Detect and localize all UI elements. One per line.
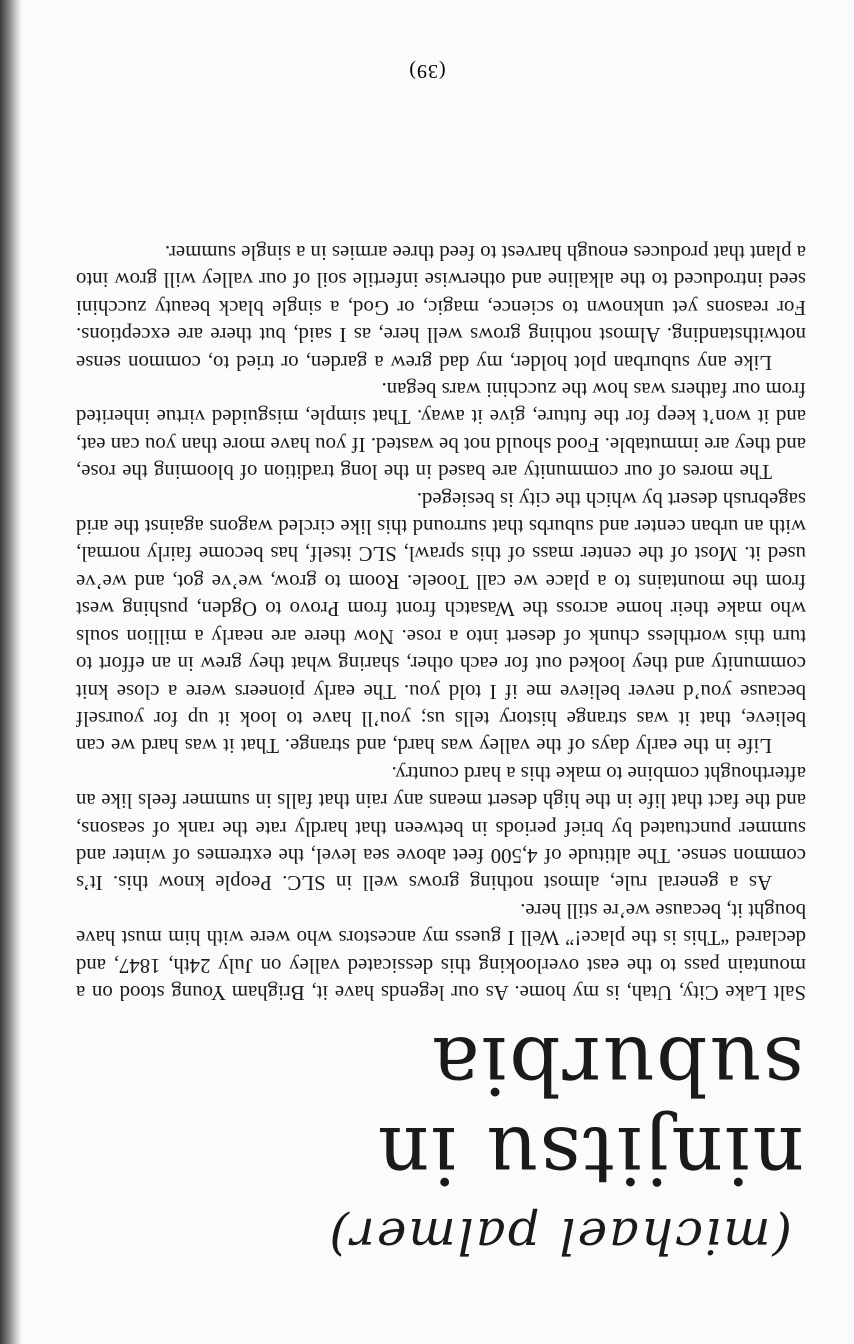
author-byline: (michael palmer) [327,1207,792,1265]
chapter-title: ninjitsu in suburbia [375,1019,804,1202]
body-text [76,239,806,1006]
paragraph-5: Like any suburban plot holder, my dad grew a garden, or tried to, common sense notwithstanding. Almost nothing grows well here, as I said, but there are exceptions. For reasons yet unknown to science, magic, or God, a single black beauty zucchini seed introduced to the alkaline and otherwise infertile soil of our valley will grow into a plant that produces enough harvest to feed three armies in a single summer. [76,241,806,374]
paragraph-4: The mores of our community are based in the long tradition of blooming the rose, and they are immutable. Food should not be wasted. If you have more than you can eat, and it won’t keep for the future, give it away. That simple, misguided virtue inherited from our fathers was how the zucchini wars began. [76,378,806,484]
binding-edge [0,0,22,1344]
page-number: (39) [408,60,446,82]
page-content [76,239,806,1266]
paragraph-1: Salt Lake City, Utah, is my home. As our legends have it, Brigham Young stood on a mountain pass to the east overlooking this dessicated valley on July 24th, 1847, and declared “This is the place!” Well I guess my ancestors who were with him must have bought it, because we’re still here. [76,898,806,1004]
paragraph-2: As a general rule, almost nothing grows well in SLC. People know this. It’s common sense. The altitude of 4,500 feet above sea level, the extremes of winter and summer punctuated by brief periods in between that hardly rate the rank of seasons, and the fact that life in the high desert means any rain that falls in summer feels like an afterthought combine to make this a hard country. [76,761,806,895]
paragraph-3: Life in the early days of the valley was hard, and strange. That it was hard we can believe, that it was strange history tells us; you’ll have to look it up for yourself because you’d never believe me if I told you. The early pioneers were a close knit community and they looked out for each other, sharing what they grew in an effort to turn this worthless chunk of desert into a rose. Now there are nearly a million souls who make their home across the Wasatch front from Provo to Ogden, pushing west from the mountains to a place we call Tooele. Room to grow, we’ve got, and we’ve used it. Most of the center mass of this sprawl, SLC itself, has become fairly normal, with an urban center and suburbs that surround this like circled wagons against the arid sagebrush desert by which the city is besieged. [76,487,806,758]
